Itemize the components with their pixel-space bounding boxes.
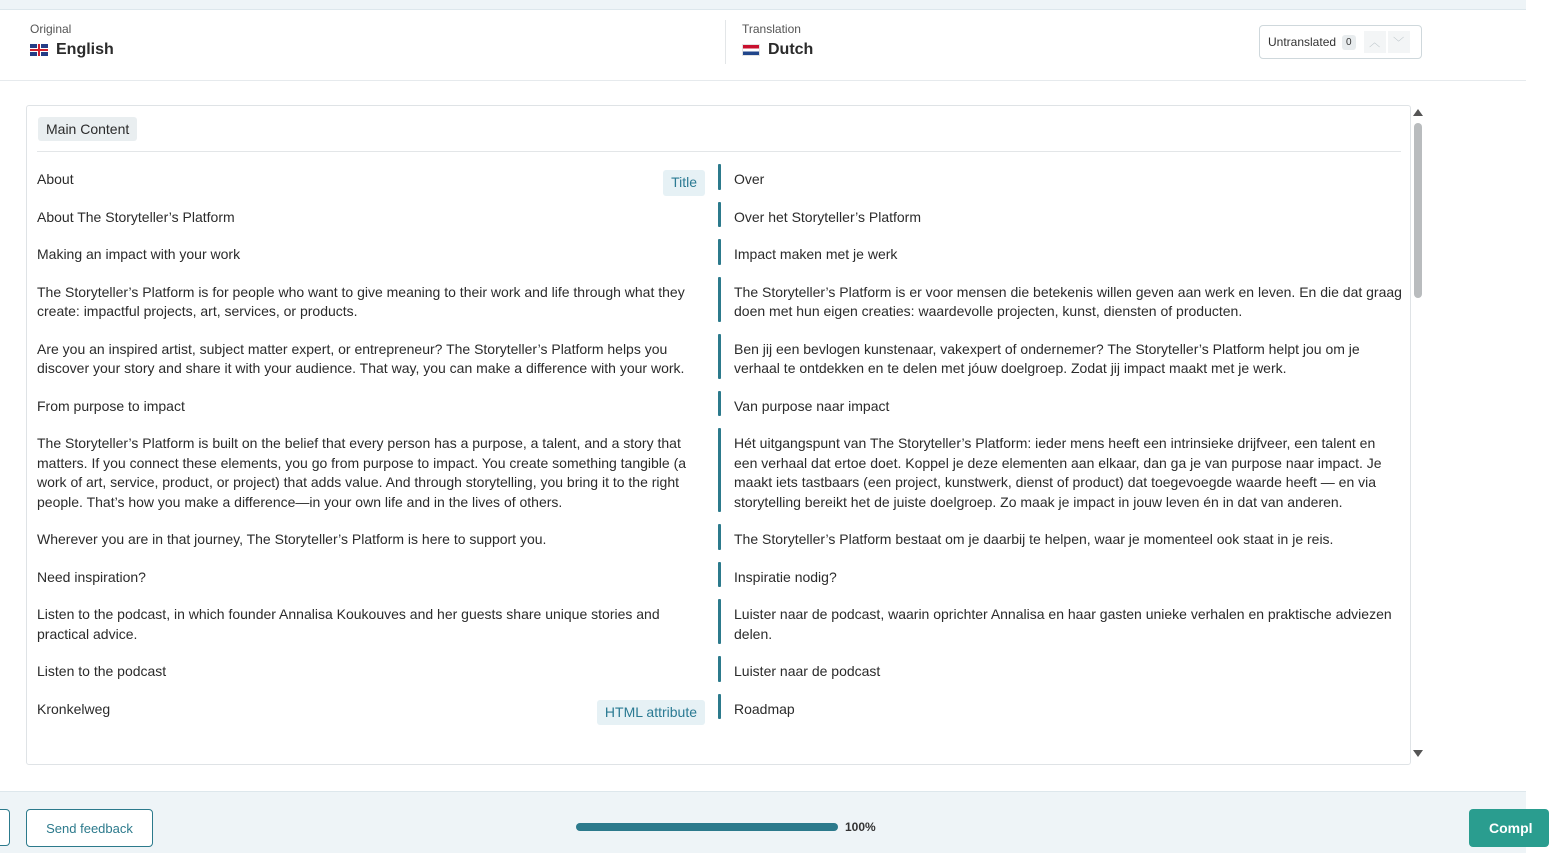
progress-fill	[576, 823, 838, 831]
segment-row	[27, 164, 1412, 190]
source-cell	[27, 164, 711, 190]
chevron-down-icon[interactable]: ﹀	[1388, 31, 1410, 53]
source-text: Are you an inspired artist, subject matter expert, or entrepreneur? The Storyteller’s Platform helps you discover your story and share it with your audience. That way, you can make a difference with your work.	[37, 340, 685, 376]
original-caption: Original	[30, 22, 72, 36]
source-cell	[27, 277, 711, 322]
progress-bar	[576, 823, 838, 831]
source-cell	[27, 524, 711, 550]
segment-type-tag: Title	[663, 170, 705, 196]
section-label: Main Content	[38, 117, 137, 141]
language-header	[0, 10, 1526, 81]
original-language-name: English	[56, 41, 114, 58]
complete-button[interactable]: Compl	[1469, 809, 1549, 847]
top-strip	[0, 0, 1526, 10]
source-text: About The Storyteller’s Platform	[37, 208, 235, 225]
target-text-editable[interactable]: Impact maken met je werk	[734, 246, 898, 262]
segment-type-tag: HTML attribute	[597, 700, 705, 726]
segment-row	[27, 599, 1412, 644]
source-cell	[27, 656, 711, 682]
target-text-editable[interactable]: The Storyteller’s Platform bestaat om je daarbij te helpen, waar je momenteel ook staat in je reis.	[734, 531, 1334, 547]
translation-caption: Translation	[742, 22, 801, 36]
section-divider	[37, 151, 1401, 152]
segment-row	[27, 239, 1412, 265]
segment-row	[27, 277, 1412, 322]
original-language	[30, 22, 114, 59]
source-text: About	[37, 171, 74, 187]
target-text-editable[interactable]: Roadmap	[734, 700, 795, 717]
target-text-editable[interactable]: Over	[734, 171, 765, 187]
nl-flag-icon	[742, 44, 760, 56]
source-text: Kronkelweg	[37, 700, 111, 717]
target-text-editable[interactable]: Luister naar de podcast	[734, 663, 881, 679]
chevron-up-icon[interactable]: ︿	[1364, 31, 1386, 53]
translation-language	[742, 22, 813, 59]
footer-bar	[0, 791, 1533, 853]
scroll-down-arrow-icon[interactable]	[1413, 750, 1423, 757]
segment-row	[27, 524, 1412, 550]
target-text-editable[interactable]: Ben jij een bevlogen kunstenaar, vakexpert of ondernemer? The Storyteller’s Platform helpt jou om je verhaal te ontdekken en te delen met jóuw doelgroep. Zodat jij impact maakt met je werk.	[734, 340, 1360, 376]
target-text-editable[interactable]: Van purpose naar impact	[734, 397, 890, 414]
source-text: Wherever you are in that journey, The Storyteller’s Platform is here to support you.	[37, 531, 547, 547]
segment-row	[27, 202, 1412, 228]
source-text: Need inspiration?	[37, 568, 146, 585]
untranslated-filter[interactable]	[1259, 25, 1422, 59]
source-cell	[27, 334, 711, 379]
target-text-editable[interactable]: The Storyteller’s Platform is er voor mensen die betekenis willen geven aan werk en leven. En die dat graag doen met hun eigen creaties: waardevolle projecten, kunst, diensten of producten.	[734, 283, 1402, 319]
segment-row	[27, 562, 1412, 588]
segment-row	[27, 656, 1412, 682]
source-text: The Storyteller’s Platform is for people who want to give meaning to their work and life through what they create: impactful projects, art, services, or products.	[37, 283, 685, 319]
target-text-editable[interactable]: Over het Storyteller’s Platform	[734, 208, 921, 225]
segment-row	[27, 391, 1412, 417]
segment-row	[27, 428, 1412, 512]
source-cell	[27, 562, 711, 588]
segment-row	[27, 694, 1412, 720]
source-text: Listen to the podcast	[37, 663, 167, 679]
source-cell	[27, 694, 711, 720]
target-text-editable[interactable]: Inspiratie nodig?	[734, 568, 837, 585]
back-button[interactable]	[0, 809, 10, 846]
source-text: Making an impact with your work	[37, 246, 241, 262]
target-text-editable[interactable]: Luister naar de podcast, waarin oprichter Annalisa en haar gasten unieke verhalen en praktische adviezen delen.	[734, 606, 1392, 642]
source-cell	[27, 202, 711, 228]
send-feedback-button[interactable]: Send feedback	[26, 809, 153, 847]
source-cell	[27, 599, 711, 644]
progress-label: 100%	[845, 820, 876, 834]
scroll-up-arrow-icon[interactable]	[1413, 109, 1423, 116]
source-cell	[27, 239, 711, 265]
header-divider	[725, 20, 726, 64]
source-text: Listen to the podcast, in which founder Annalisa Koukouves and her guests share unique stories and practical advice.	[37, 606, 660, 642]
source-text: The Storyteller’s Platform is built on the belief that every person has a purpose, a talent, and a story that matters. If you connect these elements, you go from purpose to impact. You create something tangible (a work of art, service, product, or project) that adds value. And through storytelling, you bring it to the right people. That’s how you make a difference—in your own life and in the lives of others.	[37, 435, 687, 510]
scrollbar-thumb[interactable]	[1414, 123, 1422, 298]
source-text: From purpose to impact	[37, 397, 185, 414]
untranslated-label: Untranslated	[1268, 35, 1337, 49]
uk-flag-icon	[30, 44, 48, 56]
untranslated-count-badge: 0	[1342, 35, 1356, 50]
segment-list	[27, 164, 1412, 731]
source-cell	[27, 391, 711, 417]
source-cell	[27, 428, 711, 512]
translation-language-name: Dutch	[768, 41, 814, 58]
segment-row	[27, 334, 1412, 379]
target-text-editable[interactable]: Hét uitgangspunt van The Storyteller’s Platform: ieder mens heeft een intrinsieke drijfveer, een talent en een verhaal dat ertoe doet. Koppel je deze elementen aan elkaar, dan ga je van purpose naar impact. Je maakt iets tastbaars (een project, kunstwerk, dienst of product) dat toegevoegde waarde heeft — en via storytelling bereikt het de juiste doelgroep. Zo maak je impact in jouw leven én in dat van anderen.	[734, 435, 1382, 510]
translation-content-panel	[26, 105, 1411, 765]
